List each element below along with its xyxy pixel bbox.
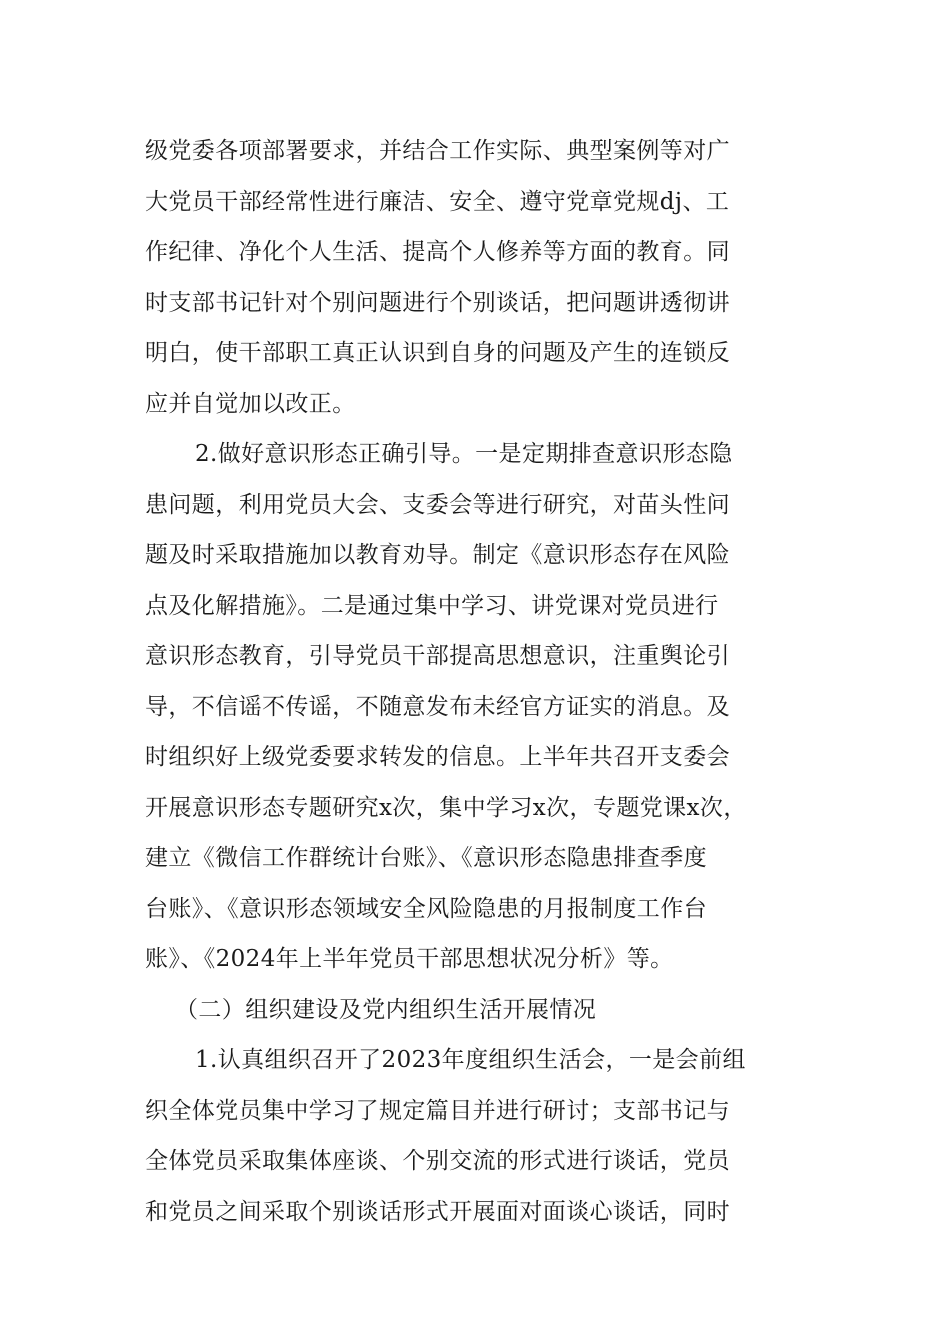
text-line: 时支部书记针对个别问题进行个别谈话，把问题讲透彻讲 [145, 289, 730, 316]
text-line: 全体党员采取集体座谈、个别交流的形式进行谈话，党员 [145, 1148, 730, 1174]
text-line: 应并自觉加以改正。 [145, 390, 356, 417]
body-text [145, 126, 835, 1237]
section-heading: （二）组织建设及党内组织生活开展情况 [175, 996, 597, 1023]
text-line: 导，不信谣不传谣，不随意发布未经官方证实的消息。及 [145, 693, 730, 720]
text-line: 明白，使干部职工真正认识到自身的问题及产生的连锁反 [145, 340, 730, 366]
paragraph-start-line: 2.做好意识形态正确引导。一是定期排查意识形态隐 [195, 441, 733, 467]
text-line: 建立《微信工作群统计台账》、《意识形态隐患排查季度 [145, 845, 707, 871]
text-line: 题及时采取措施加以教育劝导。制定《意识形态存在风险 [145, 542, 730, 568]
text-line: 点及化解措施》。二是通过集中学习、讲党课对党员进行 [145, 592, 719, 619]
text-line: 和党员之间采取个别谈话形式开展面对面谈心谈话，同时 [145, 1198, 730, 1225]
text-line: 账》、《2024年上半年党员干部思想状况分析》等。 [145, 946, 674, 972]
text-line: 开展意识形态专题研究x次，集中学习x次，专题党课x次， [145, 794, 747, 821]
paragraph-start-line: 1.认真组织召开了2023年度组织生活会，一是会前组 [195, 1047, 746, 1073]
text-line: 级党委各项部署要求，并结合工作实际、典型案例等对广 [145, 138, 730, 164]
text-line: 意识形态教育，引导党员干部提高思想意识，注重舆论引 [145, 643, 730, 669]
text-line: 时组织好上级党委要求转发的信息。上半年共召开支委会 [145, 744, 730, 770]
text-line: 患问题，利用党员大会、支委会等进行研究，对苗头性问 [145, 491, 730, 518]
text-line: 大党员干部经常性进行廉洁、安全、遵守党章党规dj、工 [145, 188, 730, 215]
text-line: 作纪律、净化个人生活、提高个人修养等方面的教育。同 [145, 239, 730, 265]
text-line: 织全体党员集中学习了规定篇目并进行研讨；支部书记与 [145, 1097, 730, 1124]
text-line: 台账》、《意识形态领域安全风险隐患的月报制度工作台 [145, 895, 707, 922]
